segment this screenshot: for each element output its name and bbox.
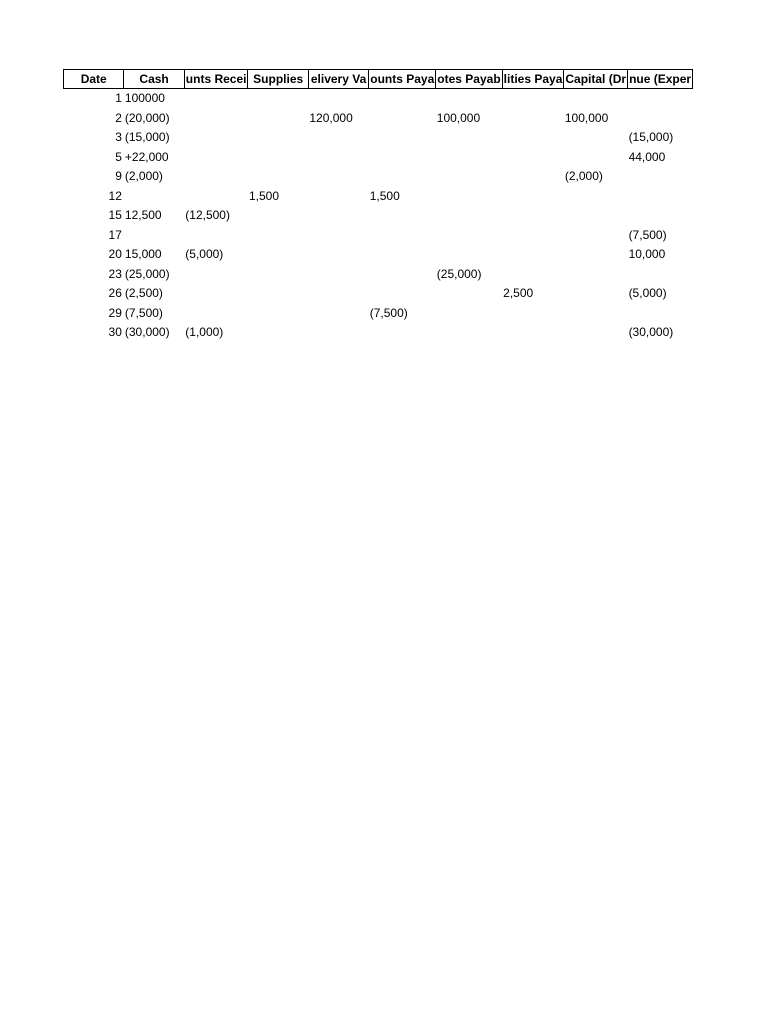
table-cell: (25,000)	[436, 266, 482, 281]
table-cell: 15,000	[124, 247, 162, 261]
table-row	[64, 265, 693, 285]
table-row	[64, 206, 693, 226]
table-cell	[628, 304, 693, 324]
table-cell	[248, 284, 308, 304]
date-cell: 26	[108, 286, 122, 300]
table-cell	[369, 284, 436, 304]
table-cell: (15,000)	[124, 130, 170, 144]
table-cell	[248, 323, 308, 343]
table-cell	[436, 89, 502, 109]
date-cell: 2	[115, 110, 122, 125]
table-cell	[502, 304, 564, 324]
table-body	[64, 89, 693, 343]
table-cell	[308, 284, 368, 304]
table-cell	[502, 148, 564, 168]
table-cell	[184, 226, 248, 246]
table-cell	[124, 226, 184, 246]
table-cell	[564, 304, 628, 324]
table-cell	[436, 167, 502, 187]
date-cell: 1	[115, 91, 122, 105]
table-row	[64, 128, 693, 148]
date-cell: 20	[108, 247, 122, 261]
table-cell	[564, 265, 628, 285]
table-cell	[436, 323, 502, 343]
table-cell	[308, 245, 368, 265]
table-cell	[502, 187, 564, 207]
header-revenue-expense: nue (Exper	[628, 70, 693, 89]
table-cell	[628, 187, 693, 207]
table-row	[64, 323, 693, 343]
table-cell	[248, 128, 308, 148]
table-row	[64, 167, 693, 187]
table-cell	[436, 206, 502, 226]
table-cell	[248, 245, 308, 265]
table-cell	[628, 206, 693, 226]
table-cell	[369, 109, 436, 129]
header-supplies: Supplies	[248, 70, 308, 89]
table-cell	[369, 226, 436, 246]
table-row	[64, 304, 693, 324]
table-cell	[436, 128, 502, 148]
table-cell: (7,500)	[124, 305, 163, 320]
table-cell	[369, 128, 436, 148]
table-cell	[248, 226, 308, 246]
table-cell	[248, 148, 308, 168]
table-cell	[502, 109, 564, 129]
table-cell	[248, 167, 308, 187]
table-cell	[248, 89, 308, 109]
table-cell: (25,000)	[124, 266, 170, 281]
date-cell: 9	[115, 169, 122, 183]
table-cell	[502, 206, 564, 226]
table-cell	[628, 89, 693, 109]
table-cell	[308, 323, 368, 343]
table-cell	[308, 167, 368, 187]
date-cell: 5	[115, 149, 122, 164]
table-cell	[502, 226, 564, 246]
table-cell	[436, 187, 502, 207]
table-cell: (1,000)	[185, 325, 224, 339]
table-cell	[564, 128, 628, 148]
table-cell	[248, 206, 308, 226]
table-cell	[628, 167, 693, 187]
header-date: Date	[64, 70, 124, 89]
table-cell	[124, 187, 184, 207]
table-cell	[308, 128, 368, 148]
table-cell: +22,000	[124, 149, 169, 164]
table-cell: (7,500)	[369, 305, 408, 320]
table-row	[64, 109, 693, 129]
table-cell: (5,000)	[185, 247, 224, 261]
table-cell	[369, 89, 436, 109]
table-cell	[502, 128, 564, 148]
header-delivery-van: elivery Va	[308, 70, 368, 89]
table-cell	[184, 187, 248, 207]
table-cell	[564, 226, 628, 246]
table-cell	[502, 265, 564, 285]
table-row	[64, 226, 693, 246]
table-cell	[369, 148, 436, 168]
table-cell	[369, 245, 436, 265]
date-cell: 29	[108, 305, 122, 320]
header-notes-payable: otes Payab	[436, 70, 502, 89]
table-cell: (20,000)	[124, 110, 170, 125]
date-cell: 30	[108, 325, 122, 339]
table-row	[64, 284, 693, 304]
table-cell: 100,000	[564, 110, 609, 125]
table-cell	[436, 226, 502, 246]
table-cell	[248, 265, 308, 285]
table-cell	[248, 109, 308, 129]
table-cell	[564, 206, 628, 226]
date-cell: 3	[115, 130, 122, 144]
spreadsheet-table	[63, 69, 693, 343]
table-cell: (12,500)	[185, 208, 230, 222]
table-cell: 44,000	[628, 149, 666, 164]
table-row	[64, 89, 693, 109]
table-cell: (15,000)	[628, 130, 674, 144]
table-cell	[436, 304, 502, 324]
table-row	[64, 187, 693, 207]
table-cell	[308, 148, 368, 168]
table-cell: 1,500	[369, 188, 400, 203]
table-header	[64, 70, 693, 89]
table-cell	[436, 284, 502, 304]
table-cell	[184, 89, 248, 109]
table-cell	[502, 89, 564, 109]
table-cell: (30,000)	[124, 325, 170, 339]
date-cell: 17	[108, 227, 122, 242]
table-cell	[564, 148, 628, 168]
table-cell: 12,500	[124, 208, 162, 222]
table-cell	[184, 109, 248, 129]
table-cell	[184, 167, 248, 187]
date-cell: 23	[108, 266, 122, 281]
header-capital: Capital (Dr	[564, 70, 628, 89]
table-cell: 10,000	[628, 247, 666, 261]
table-cell: (7,500)	[628, 227, 667, 242]
table-cell: 100,000	[436, 110, 481, 125]
header-row	[64, 70, 693, 89]
table-cell: 2,500	[503, 286, 534, 300]
table-cell	[308, 226, 368, 246]
table-cell	[184, 284, 248, 304]
table-cell	[184, 265, 248, 285]
header-accounts-payable: ounts Paya	[369, 70, 436, 89]
table-cell: (2,000)	[124, 169, 163, 183]
table-cell	[308, 206, 368, 226]
header-accounts-receivable: unts Recei	[184, 70, 248, 89]
table-cell	[308, 187, 368, 207]
header-cash: Cash	[124, 70, 184, 89]
table-cell	[628, 109, 693, 129]
date-cell: 12	[108, 188, 122, 203]
table-cell	[502, 245, 564, 265]
table-cell: 1,500	[248, 188, 279, 203]
table-cell	[184, 304, 248, 324]
table-cell: 100000	[124, 91, 165, 105]
table-cell	[502, 323, 564, 343]
table-cell	[184, 148, 248, 168]
date-cell: 15	[108, 208, 122, 222]
table-cell	[369, 206, 436, 226]
table-cell	[628, 265, 693, 285]
table-cell	[184, 128, 248, 148]
table-cell	[564, 187, 628, 207]
table-cell	[369, 167, 436, 187]
table-cell	[564, 89, 628, 109]
header-utilities-payable: lities Paya	[502, 70, 564, 89]
table-cell	[308, 89, 368, 109]
table-cell: 120,000	[309, 110, 353, 125]
table-cell	[369, 323, 436, 343]
table-cell	[308, 304, 368, 324]
table-cell	[502, 167, 564, 187]
table-cell: (5,000)	[628, 286, 667, 300]
table-cell	[369, 265, 436, 285]
table-cell: (30,000)	[628, 325, 674, 339]
table-cell	[308, 265, 368, 285]
table-cell: (2,000)	[564, 169, 603, 183]
table-row	[64, 148, 693, 168]
table-row	[64, 245, 693, 265]
table-cell: (2,500)	[124, 286, 163, 300]
table-cell	[248, 304, 308, 324]
table-cell	[564, 284, 628, 304]
table-cell	[564, 323, 628, 343]
table-cell	[564, 245, 628, 265]
table-cell	[436, 148, 502, 168]
table-cell	[436, 245, 502, 265]
